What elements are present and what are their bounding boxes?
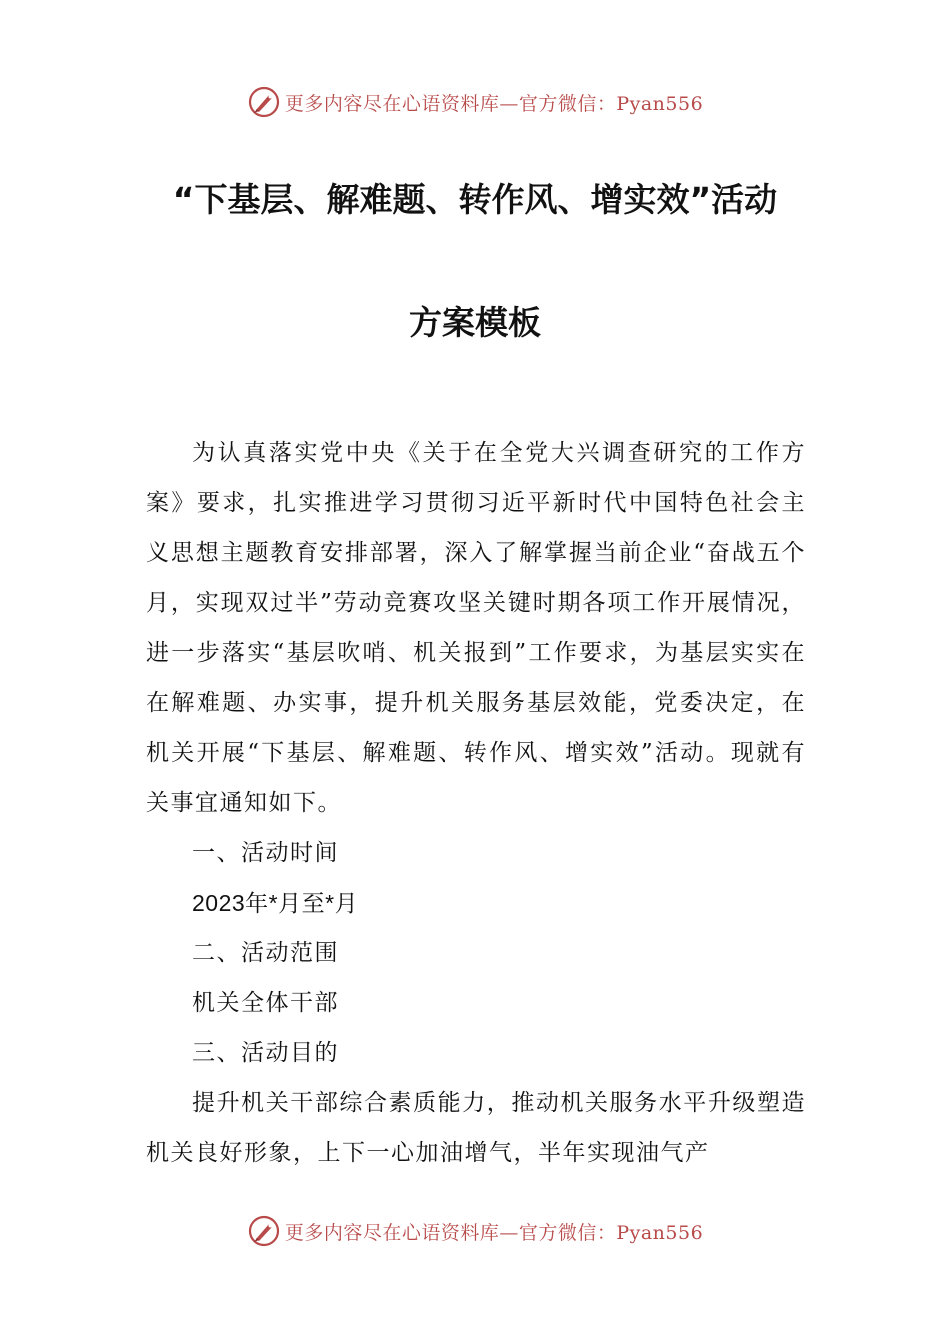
- document-title-line2: 方案模板: [409, 303, 541, 342]
- document-body: [146, 428, 806, 1178]
- document-title-line1: “下基层、解难题、转作风、增实效”活动: [172, 180, 778, 219]
- banner-separator: —: [499, 92, 519, 115]
- pen-nib-logo-icon: [247, 85, 281, 119]
- pen-nib-logo-icon: [247, 1214, 281, 1248]
- banner-contact-text: 官方微信：Pyan556: [518, 92, 704, 115]
- activity-scope-value: 机关全体干部: [192, 990, 339, 1016]
- banner-main-text: 更多内容尽在心语资料库: [284, 92, 500, 115]
- activity-purpose-paragraph: 提升机关干部综合素质能力，推动机关服务水平升级塑造机关良好形象，上下一心加油增气，半年实现油气产: [146, 1090, 806, 1166]
- section-heading-scope: 二、活动范围: [192, 940, 339, 966]
- header-banner: [0, 82, 950, 122]
- footer-banner: [0, 1211, 950, 1251]
- banner-separator: —: [499, 1221, 519, 1244]
- section-heading-time: 一、活动时间: [192, 840, 339, 866]
- banner-text: [285, 1218, 703, 1245]
- banner-main-text: 更多内容尽在心语资料库: [284, 1221, 500, 1244]
- activity-time-value: 2023年*月至*月: [192, 890, 359, 916]
- banner-contact-text: 官方微信：Pyan556: [518, 1221, 704, 1244]
- banner-text: [285, 89, 703, 116]
- section-heading-purpose: 三、活动目的: [192, 1040, 339, 1066]
- intro-paragraph: 为认真落实党中央《关于在全党大兴调查研究的工作方案》要求，扎实推进学习贯彻习近平新时代中国特色社会主义思想主题教育安排部署，深入了解掌握当前企业“奋战五个月，实现双过半”劳动竞赛攻坚关键时期各项工作开展情况，进一步落实“基层吹哨、机关报到”工作要求，为基层实实在在解难题、办实事，提升机关服务基层效能，党委决定，在机关开展“下基层、解难题、转作风、增实效”活动。现就有关事宜通知如下。: [146, 440, 806, 816]
